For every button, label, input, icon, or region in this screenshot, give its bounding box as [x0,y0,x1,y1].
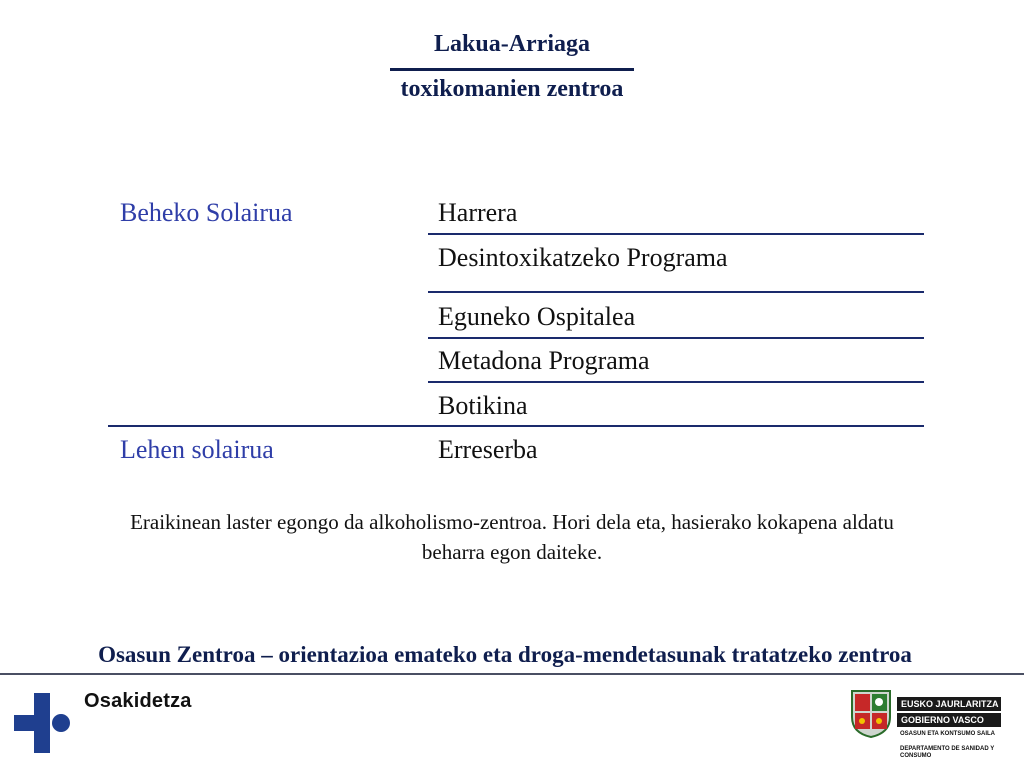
table-divider [428,291,924,293]
footer-divider [0,673,1024,675]
osakidetza-logo-icon [12,690,72,756]
room-harrera: Harrera [438,198,518,227]
osakidetza-wordmark: Osakidetza [84,690,192,712]
room-metadona: Metadona Programa [438,346,650,375]
table-divider [428,337,924,339]
relocation-note: Eraikinean laster egongo da alkoholismo-zentroa. Hori dela eta, hasierako kokapena aldatu beharra egon daiteke. [130,510,894,564]
basque-government-shield-icon [848,687,894,739]
floor-label-ground: Beheko Solairua [120,198,293,227]
gov-label-es: GOBIERNO VASCO [897,713,1001,727]
table-divider [428,381,924,383]
floor-label-first: Lehen solairua [120,435,274,464]
gov-label-eu: EUSKO JAURLARITZA [897,697,1001,711]
footer-title: Osasun Zentroa – orientazioa emateko eta droga-mendetasunak tratatzeko zentroa [98,642,912,667]
room-desintoxikatzeko: Desintoxikatzeko Programa [438,243,728,272]
table-divider [428,233,924,235]
title-line-1: Lakua-Arriaga [434,31,590,57]
floor-divider [108,425,924,427]
room-botikina: Botikina [438,391,528,420]
department-label-eu: OSASUN ETA KONTSUMO SAILA [900,731,996,737]
title-line-2: toxikomanien zentroa [400,76,624,102]
department-label-es: DEPARTAMENTO DE SANIDAD Y CONSUMO [900,746,995,759]
title-underline [390,68,634,71]
room-erreserba: Erreserba [438,435,538,464]
room-eguneko-ospitalea: Eguneko Ospitalea [438,302,636,331]
